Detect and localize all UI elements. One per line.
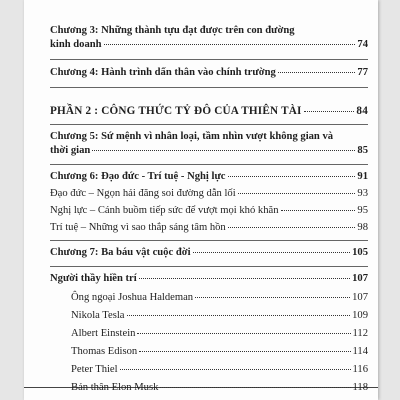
table-of-contents: [50, 12, 368, 395]
page-number: 77: [357, 67, 368, 78]
divider: [50, 124, 368, 125]
dot-leader: [238, 193, 356, 194]
page-number: 93: [357, 188, 368, 199]
dot-leader: [127, 315, 351, 316]
toc-entry-label: Chương 7: Ba báu vật cuộc đời: [50, 247, 191, 258]
toc-entry-chapter-4: [50, 66, 368, 80]
toc-entry-section-tri-tue: [50, 221, 368, 235]
toc-entry-label: thời gian: [50, 145, 91, 156]
toc-entry-mentors: [50, 272, 368, 286]
divider: [50, 87, 368, 88]
dot-leader: [228, 176, 356, 177]
toc-entry-mentor: [50, 363, 368, 377]
dot-leader: [195, 297, 350, 298]
toc-entry-label: Đạo đức – Ngọn hải đăng soi đường dẫn lối: [50, 188, 236, 199]
toc-entry-mentor: [50, 345, 368, 359]
toc-entry-label: Chương 6: Đạo đức - Trí tuệ - Nghị lực: [50, 171, 226, 182]
dot-leader: [139, 278, 350, 279]
toc-entry-chapter-7: [50, 246, 368, 260]
toc-entry-part-2: [50, 104, 368, 118]
page-number: 85: [357, 145, 368, 156]
dot-leader: [139, 351, 350, 352]
page-number: 91: [357, 171, 368, 182]
page-number: 107: [352, 292, 368, 303]
divider: [50, 266, 368, 267]
page-number: 95: [357, 205, 368, 216]
divider: [50, 59, 368, 60]
page-number: 114: [352, 346, 368, 357]
page-number: 98: [357, 222, 368, 233]
dot-leader: [304, 111, 355, 112]
dot-leader: [278, 72, 356, 73]
divider: [50, 240, 368, 241]
mentor-list: [50, 291, 368, 395]
toc-entry-label: Nghị lực – Cánh buồm tiếp sức để vượt mọi khó khăn: [50, 205, 279, 216]
toc-entry-section-nghi-luc: [50, 204, 368, 218]
toc-entry-label: Người thầy hiền trí: [50, 273, 137, 284]
toc-entry-mentor: [50, 381, 368, 395]
toc-entry-label: Bản thân Elon Musk: [71, 382, 159, 393]
page-number: 84: [356, 105, 368, 117]
toc-entry-label: Thomas Edison: [71, 346, 138, 357]
dot-leader: [160, 387, 350, 388]
dot-leader: [120, 369, 351, 370]
toc-entry-label: Chương 4: Hành trình dấn thân vào chính trường: [50, 67, 276, 78]
dot-leader: [193, 252, 351, 253]
dot-leader: [281, 210, 356, 211]
dot-leader: [92, 150, 355, 151]
toc-entry-label: PHẦN 2 : CÔNG THỨC TỶ ĐÔ CỦA THIÊN TÀI: [50, 105, 302, 117]
toc-entry-label: Peter Thiel: [71, 364, 118, 375]
dot-leader: [104, 44, 356, 45]
toc-entry-label: Chương 5: Sứ mệnh vì nhân loại, tầm nhìn vượt không gian và: [50, 131, 334, 142]
dot-leader: [228, 227, 356, 228]
toc-entry-label: Albert Einstein: [71, 328, 136, 339]
toc-entry-label: kinh doanh: [50, 39, 102, 50]
toc-entry-label: Trí tuệ – Những vì sao thắp sáng tâm hồn: [50, 222, 226, 233]
toc-entry-chapter-5: [50, 130, 368, 158]
toc-entry-label: Nikola Tesla: [71, 310, 125, 321]
page-number: 118: [352, 382, 368, 393]
toc-entry-section-dao-duc: [50, 187, 368, 201]
toc-entry-label: Chương 3: Những thành tựu đạt được trên con đường: [50, 25, 295, 36]
divider: [50, 164, 368, 165]
toc-entry-chapter-3: [50, 24, 368, 52]
page-number: 112: [352, 328, 368, 339]
page-number: 105: [352, 247, 368, 258]
page-number: 74: [357, 39, 368, 50]
toc-entry-mentor: [50, 327, 368, 341]
page-number: 109: [352, 310, 368, 321]
toc-entry-mentor: [50, 309, 368, 323]
toc-entry-label: Ông ngoại Joshua Haldeman: [71, 292, 194, 303]
toc-entry-mentor: [50, 291, 368, 305]
page-number: 116: [352, 364, 368, 375]
page-number: 107: [352, 273, 368, 284]
dot-leader: [137, 333, 350, 334]
toc-entry-chapter-6: [50, 170, 368, 184]
